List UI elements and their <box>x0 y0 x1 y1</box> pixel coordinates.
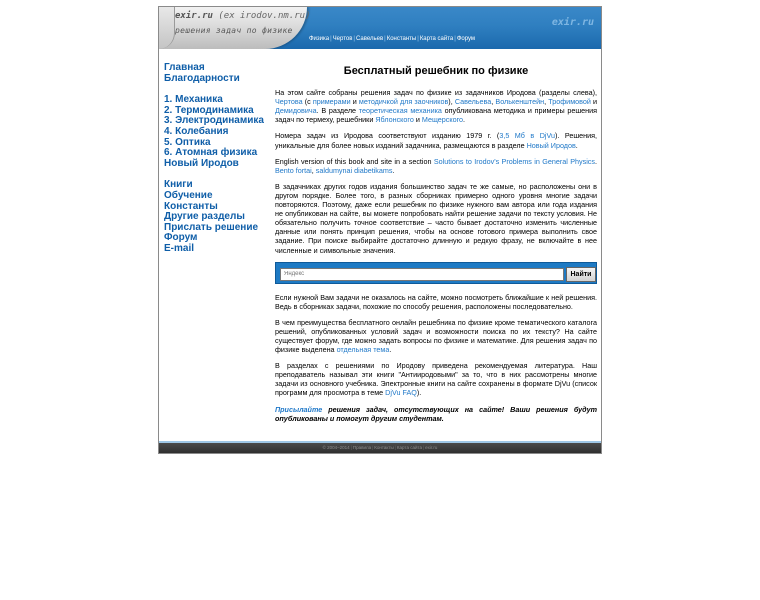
footer-link-site[interactable]: exir.ru <box>425 445 438 450</box>
link-volkenshtein[interactable]: Волькенштейн <box>495 97 545 107</box>
nav-forum[interactable]: Форум <box>456 36 476 42</box>
nav-constants[interactable]: Константы <box>386 36 417 42</box>
text: и <box>590 97 598 107</box>
sidebar-item-atomic-physics[interactable]: 6. Атомная физика <box>164 147 258 159</box>
page-frame <box>158 6 602 454</box>
footer-separator: | <box>422 445 425 450</box>
link-new-irodov[interactable]: Новый Иродов <box>526 140 576 150</box>
sidebar-item-thanks[interactable]: Благодарности <box>164 72 240 84</box>
sidebar-item-send-solution[interactable]: Прислать решение <box>164 221 259 233</box>
text: . В разделе <box>316 106 359 116</box>
link-yablonsky[interactable]: Яблонского <box>375 115 414 125</box>
link-djvu-faq[interactable]: DjVu FAQ <box>385 388 417 398</box>
send-solutions-paragraph <box>275 405 597 423</box>
link-examples[interactable]: примерами <box>312 97 351 107</box>
link-bento-fortai[interactable]: Bento fortai <box>275 165 312 175</box>
footer-link-sitemap[interactable]: Карта сайта <box>396 445 422 450</box>
text: ). Решения, уникальные для более новых изданий задачника, размещаются в разделе <box>275 131 598 150</box>
link-demidovich[interactable]: Демидовича <box>275 106 317 116</box>
mirror-domain: irodov.nm.ru) <box>240 11 311 21</box>
sidebar-item-education[interactable]: Обучение <box>164 189 213 201</box>
advantages-paragraph <box>275 318 597 354</box>
sidebar-item-optics[interactable]: 5. Оптика <box>164 136 211 148</box>
text: English version of this book and site in a section <box>275 156 434 166</box>
text: , <box>544 97 549 107</box>
text: . <box>389 345 392 355</box>
footer-copyright: © 2004–2014 <box>322 445 350 450</box>
search-bar <box>275 262 597 284</box>
text: . <box>392 165 395 175</box>
search-input[interactable] <box>280 268 564 281</box>
edition-paragraph <box>275 131 597 149</box>
sidebar <box>164 63 272 255</box>
link-savelyev[interactable]: Савельева <box>454 97 492 107</box>
nav-separator: | <box>454 36 456 42</box>
text: решения задач, отсутствующих на сайте! Ваши решения будут опубликованы и помогут другим студентам. <box>275 404 597 423</box>
sidebar-item-home[interactable]: Главная <box>164 62 205 73</box>
site-name: exir.ru <box>175 11 213 21</box>
footer-link-rules[interactable]: Правила <box>352 445 372 450</box>
link-meshchersky[interactable]: Мещерского <box>421 115 464 125</box>
page-title: Бесплатный решебник по физике <box>343 65 529 77</box>
nav-separator: | <box>384 36 386 42</box>
footer-separator: | <box>350 445 352 450</box>
intro-paragraph <box>275 88 597 124</box>
footer-link-contacts[interactable]: Контакты <box>374 445 394 450</box>
sidebar-item-new-irodov[interactable]: Новый Иродов <box>164 157 239 169</box>
sidebar-item-electrodynamics[interactable]: 3. Электродинамика <box>164 115 264 127</box>
literature-paragraph <box>275 361 597 397</box>
sidebar-item-thermodynamics[interactable]: 2. Термодинамика <box>164 104 254 116</box>
link-trofimova[interactable]: Трофимовой <box>548 97 591 107</box>
mirror-prefix: ( <box>218 11 224 21</box>
text: ), <box>448 97 455 107</box>
text: , <box>491 97 496 107</box>
mirror-label: ex <box>223 11 235 21</box>
text: и <box>413 115 422 125</box>
logo-block[interactable] <box>159 7 311 49</box>
link-theoretical-mechanics[interactable]: теоретическая механика <box>358 106 442 116</box>
search-tip-paragraph: В задачниках других годов издания большинство задач те же самые, но расположены они в другом порядке. Более того, в разных сборниках примерно одного уровня многие задачи повторяются. Поэтому, даже если решебник по физике нужного вам автора или года издания не опубликован на сайте, вы можете попробовать найти решение задачи по тексту условия. Не обязательно получить точное соответствие – часто бывает достаточно изменить численные данные или понять принцип решения, чтобы на основе готового примера выполнить свое задание. При поиске выбирайте достаточно длинную и редкую фразу, не включайте в нее численные и символьные значения. <box>275 181 597 255</box>
text: В разделах с решениями по Иродову приведена рекомендуемая литература. Наш преподаватель называл эти книги "Антииродовыми" за то, что в них рассмотрены многие задачи из основного учебника. Электронные книги на сайте сохранены в формате DjVu (список программ для просмотра в теме <box>275 361 597 398</box>
header <box>159 7 601 49</box>
link-separate-topic[interactable]: отдельная тема <box>336 345 390 355</box>
text: . <box>575 140 578 150</box>
nav-chertov[interactable]: Чертов <box>332 36 353 42</box>
text: опубликована методика и примеры решения задач по термеху, решебники <box>275 106 597 125</box>
text: (с <box>302 97 313 107</box>
text: Номера задач из Иродова соответствуют изданию 1979 г. ( <box>275 131 500 141</box>
english-paragraph <box>275 157 597 175</box>
sidebar-item-email[interactable]: E-mail <box>164 242 195 254</box>
text: ). <box>416 388 422 398</box>
header-brand: exir.ru <box>551 17 594 28</box>
sidebar-item-books[interactable]: Книги <box>164 179 193 191</box>
nav-sitemap[interactable]: Карта сайта <box>419 36 454 42</box>
nav-physics[interactable]: Физика <box>309 36 330 42</box>
link-saldumynai[interactable]: saldumynai diabetikams <box>315 165 393 175</box>
sidebar-item-other-sections[interactable]: Другие разделы <box>164 211 245 223</box>
link-correspondence-manual[interactable]: методичкой для заочников <box>358 97 449 107</box>
sidebar-item-constants[interactable]: Константы <box>164 200 218 212</box>
nav-savelyev[interactable]: Савельев <box>355 36 384 42</box>
text: . <box>463 115 466 125</box>
nearby-solutions-paragraph: Если нужной Вам задачи не оказалось на сайте, можно посмотреть ближайшие к ней решения. Ведь в сборниках задачи, похожие по способу решения, расположены последовательно. <box>275 292 597 311</box>
footer-separator: | <box>394 445 396 450</box>
sidebar-item-mechanics[interactable]: 1. Механика <box>164 94 223 106</box>
text: . <box>594 156 597 166</box>
text: , <box>311 165 316 175</box>
footer-separator: | <box>372 445 374 450</box>
top-nav <box>309 36 475 42</box>
text: и <box>350 97 359 107</box>
link-english-solutions[interactable]: Solutions to Irodov's Problems in General Physics <box>433 156 595 166</box>
text: В чем преимущества бесплатного онлайн решебника по физике кроме тематического каталога решений, опубликованных условий задач и возможности поиска по их тексту? На сайте существует форум, где можно задать вопросы по физике и математике. Для решения задач по физике выделена <box>275 317 597 355</box>
link-chertov[interactable]: Чертова <box>275 97 303 107</box>
sidebar-item-oscillations[interactable]: 4. Колебания <box>164 125 229 137</box>
main-content <box>275 63 597 430</box>
nav-separator: | <box>330 36 332 42</box>
link-send-solutions[interactable]: Присылайте <box>275 404 323 414</box>
search-button[interactable]: Найти <box>566 267 596 282</box>
logo-swoosh-decoration <box>159 7 175 49</box>
footer <box>159 441 601 453</box>
nav-separator: | <box>417 36 419 42</box>
logo-title <box>175 11 311 21</box>
sidebar-item-forum[interactable]: Форум <box>164 232 198 244</box>
logo-subtitle: решения задач по физике <box>175 26 293 35</box>
link-djvu-download[interactable]: 3,5 Мб в DjVu <box>499 131 556 141</box>
nav-separator: | <box>353 36 355 42</box>
text: На этом сайте собраны решения задач по физике из задачников Иродова (разделы слева), <box>275 88 597 98</box>
